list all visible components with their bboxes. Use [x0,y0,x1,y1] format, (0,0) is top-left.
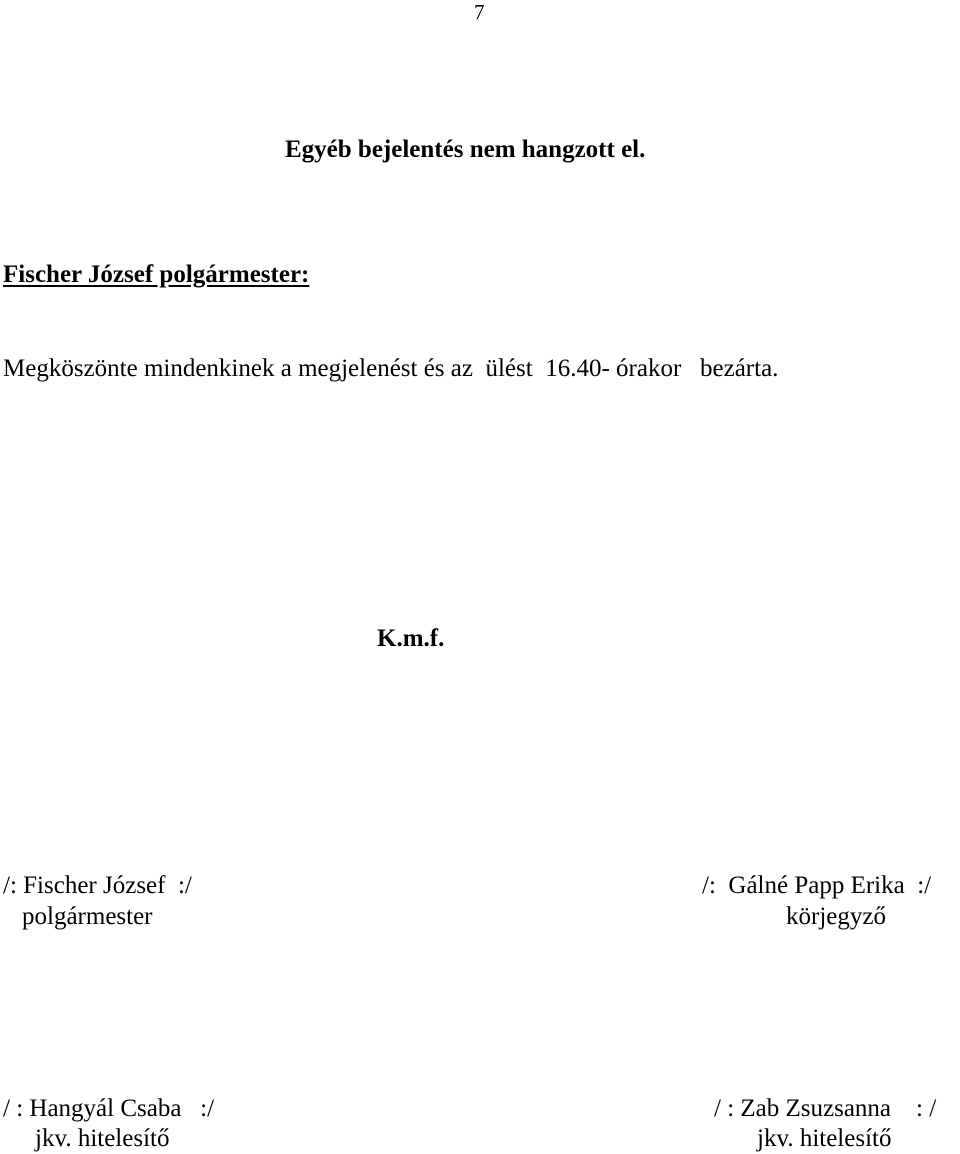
signature-mayor-name: /: Fischer József :/ [3,872,192,899]
notice-heading: Egyéb bejelentés nem hangzott el. [285,136,646,163]
signature-authenticator-1-name: / : Hangyál Csaba :/ [3,1095,215,1122]
signature-authenticator-2-title: jkv. hitelesítő [757,1125,892,1152]
signature-notary-title: körjegyző [786,903,886,930]
page-number: 7 [474,0,485,24]
signature-authenticator-2-name: / : Zab Zsuzsanna : / [714,1095,937,1122]
speaker-heading: Fischer József polgármester: [3,261,310,288]
signature-authenticator-1-title: jkv. hitelesítő [35,1125,170,1152]
kmf-label: K.m.f. [377,625,445,652]
signature-mayor-title: polgármester [22,903,153,930]
signature-notary-name: /: Gálné Papp Erika :/ [702,872,932,899]
closing-paragraph: Megköszönte mindenkinek a megjelenést és az ülést 16.40- órakor bezárta. [3,355,779,382]
